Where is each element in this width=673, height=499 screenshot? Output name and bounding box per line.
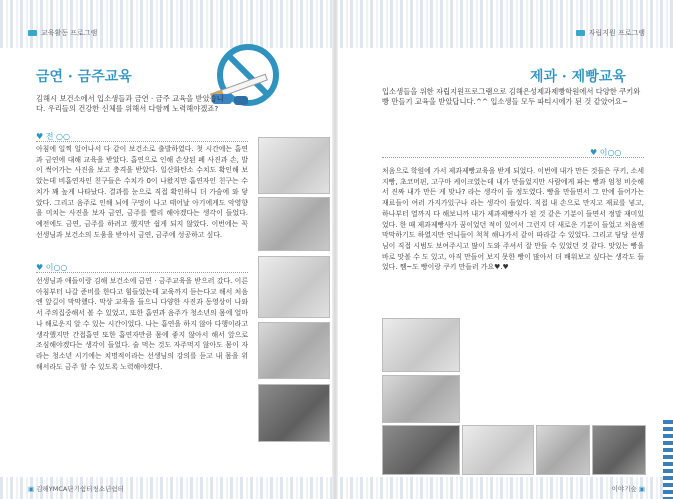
photo-lecture-5 (258, 384, 330, 442)
divider (36, 272, 248, 273)
page-gutter (332, 0, 338, 499)
divider (382, 157, 644, 158)
right-section-header (576, 28, 645, 38)
right-intro-text: 입소생들을 위한 자립지원프로그램으로 김해은성제과제빵학원에서 다양한 쿠키와 빵 만들기 교육을 받았답니다.^^ 입소생들 모두 파티시에가 된 것 같았어요~ (382, 87, 641, 106)
left-section-header (28, 28, 97, 38)
left-footer (28, 484, 124, 493)
photo-baking-3 (382, 425, 460, 475)
right-section-label: 자립지원 프로그램 (588, 29, 645, 37)
writer1-heart-icon: ♥ 전 ○○ (36, 132, 70, 141)
writer3-heart-icon: ♥ 이○○ (590, 148, 622, 157)
writer1-name: 전 ○○ (45, 132, 70, 141)
left-section-label: 교육활동 프로그램 (41, 29, 98, 37)
photo-baking-4 (462, 425, 534, 475)
edge-color-strip (663, 420, 673, 499)
right-footer (612, 484, 645, 493)
photo-lecture-1 (258, 137, 330, 194)
right-body-text: 처음으로 학원에 가서 제과제빵교육을 받게 되었다. 이번에 내가 만든 것들은 쿠키, 소세지빵, 초코머핀, 고구마 케이크였는데 내가 만들었지만 사람에게 파는 빵과 엄청 비슷해서 진짜 내가 만든 게 맞나? 라는 생각이 들 정도였다. 빵을 만들면서 그 안에 들어가는 재료들이 여러 가지가있구나 라는 생각이 들었다. 직접 내 손으로 만지고 재료를 넣고, 하나부터 열까지 다 해보니까 내가 제과제빵사가 된 것 같은 기분이 들면서 정말 재미있었다. 한 때 제과제빵사가 꿈이었던 적이 있어서 그런지 더 새로운 기분이 들었고 처음엔 막막하기도 하였지만 언니들이 척척 해나가서 같이 따라갈 수 있었다. 그리고 담당 선생님이 직접 시범도 보여주시고 많이 도와 주셔서 잘 만들 수 있었던 것 같다. 맛있는 빵을 바로 맛볼 수 도 있고, 아직 만들어 보지 못한 빵이 많아서 더 배워보고 싶다는 생각도 들었다. 쨈~도 빵이랑 쿠키 만들러 가요♥.♥ (382, 167, 644, 272)
page-number-marker-icon: ▣ (28, 485, 37, 493)
left-intro-text: 김해시 보건소에서 입소생들과 금연 · 금주 교육을 받았습니다. 우리들의 건강한 신체를 위해서 다함께 노력해야겠죠? (36, 94, 224, 113)
divider (36, 141, 248, 142)
photo-baking-5 (536, 425, 590, 475)
left-footer-text: 김해YMCA단기쉼터청소년쉼터 (36, 485, 124, 493)
photo-baking-1 (382, 318, 460, 372)
photo-baking-2 (382, 375, 460, 423)
writer3-name: 이○○ (599, 148, 622, 157)
writer2-name: 이○○ (45, 263, 68, 272)
header-marker-icon (28, 30, 37, 36)
left-body-text-2: 선생님과 애들이랑 김해 보건소에 금연 · 금주교육을 받으러 갔다. 이른 아침부터 나갈 준비를 한다고 힘들었는데 교육까지 듣는다고 해서 처음엔 앞길이 막막했다. 막상 교육을 들으니 다양한 사진과 동영상이 나와서 주의집중해서 볼 수 있었고, 또한 흡연과 음주가 청소년의 몸에 얼마나 해로운지 알 수 있는 시간이었다. 나는 흡연을 하지 않아 다행이라고 생각했지만 간접흡연 또한 흡연자만큼 몸에 좋지 않아서 해서 앞으로 조심해야겠다는 생각이 들었다. 술 먹는 것도 자주먹지 않아도 몸이 자라는 청소년 시기에는 치명적이라는 선생님의 강의를 듣고 내 몸을 위해서라도 금주 할 수 있도록 노력해야겠다. (36, 277, 248, 371)
right-page-title: 제과 · 제빵교육 (530, 69, 626, 85)
photo-lecture-3 (258, 256, 330, 318)
photo-baking-6 (592, 425, 646, 475)
header-marker-icon (576, 30, 585, 36)
photo-lecture-2 (258, 197, 330, 251)
photo-lecture-4 (258, 322, 330, 379)
writer2-heart-icon: ♥ 이○○ (36, 263, 68, 272)
page-number-marker-icon: ▣ (636, 485, 645, 493)
left-body-text-1: 아침에 일찍 일어나서 다 같이 보건소로 출발하였다. 첫 시간에는 흡연과 금연에 대해 교육을 받았다. 흡연으로 인해 손상된 폐 사진과 손, 발이 썩어가는 사진을 보고 충격을 받았다. 일산화탄소 수치도 확인해 보았는데 비흡연자인 친구들은 수치가 0이 나왔지만 흡연자인 친구는 수치가 꽤 높게 나타났다. 결과를 눈으로 직접 확인하니 더 가슴에 와 닿았다. 그리고 음주로 인해 뇌에 구멍이 나고 태어날 아기에게도 악영향을 미치는 사진을 보자 금연, 금주를 빨리 해야겠다는 생각이 들었다. 예전에도 금연, 금주를 하려고 했지만 쉽게 되지 않았다. 이번에는 꼭 선생님과 보건소의 도움을 받아서 금연, 금주에 성공하고 싶다. (36, 145, 248, 239)
left-page-title: 금연 · 금주교육 (36, 69, 132, 85)
right-footer-text: 이야기숲 (611, 485, 637, 493)
